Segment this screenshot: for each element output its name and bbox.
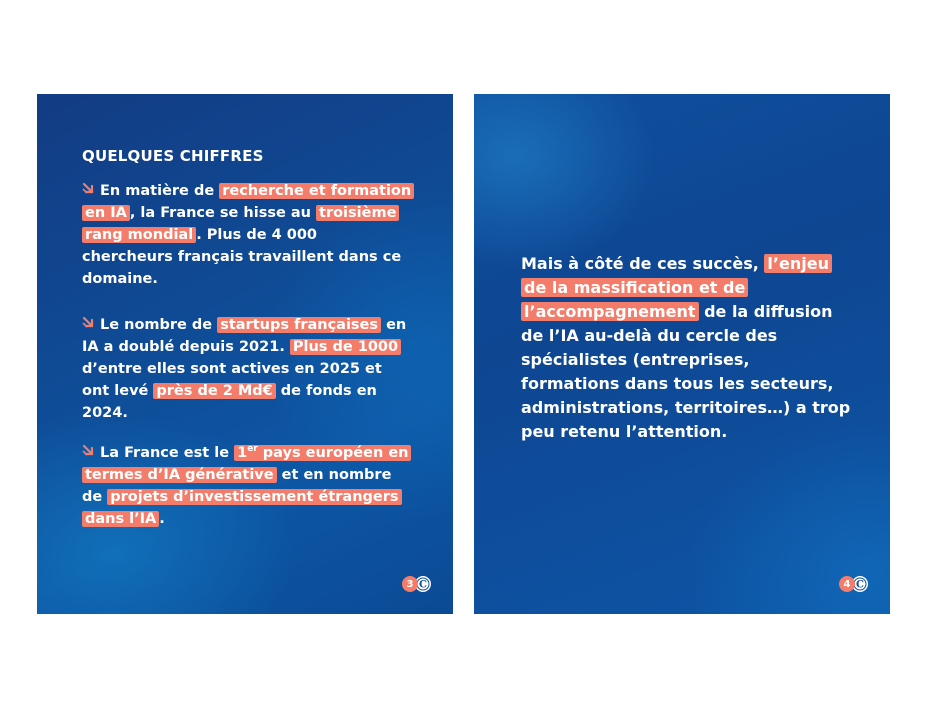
bullet-item: [82, 180, 412, 290]
arrow-down-right-icon: [82, 182, 96, 196]
highlight: recherche et formation en IA: [82, 183, 414, 221]
highlight-text: 1: [237, 445, 248, 461]
bullet-text: En matière de: [100, 183, 220, 199]
bullet-text: et en nombre de: [82, 467, 392, 505]
logo-letter: C: [856, 579, 864, 591]
bullet-item: [82, 442, 412, 530]
bullet-text: Le nombre de: [100, 317, 218, 333]
highlight: l’enjeu de la massification et de l’accompagnement: [521, 254, 832, 321]
slide-statement: [521, 252, 851, 444]
bullet-text: , la France se hisse au: [129, 205, 317, 221]
highlight: projets d’investissement étrangers dans l’IA: [82, 489, 402, 527]
bullet-text: d’entre elles sont actives en 2025 et ont levé: [82, 361, 382, 399]
statement-text: Mais à côté de ces succès,: [521, 254, 765, 273]
bullet-item: [82, 314, 412, 424]
highlight: troisième rang mondial: [82, 205, 399, 243]
bullet-text: La France est le: [100, 445, 235, 461]
slide-3: [37, 94, 453, 614]
page-number: 3: [402, 576, 418, 592]
highlight: startups françaises: [217, 317, 381, 333]
bullet-text: de fonds en 2024.: [82, 383, 377, 421]
page-marker: [839, 576, 868, 592]
bullet-text: en IA a doublé depuis 2021.: [82, 317, 407, 355]
statement-text: de la diffusion de l’IA au-delà du cercle des spécialistes (entreprises, formations dans tous les secteurs, administrations, territoires…) a trop peu retenu l’attention.: [521, 302, 851, 441]
page-number: 4: [839, 576, 855, 592]
slide-4: [474, 94, 890, 614]
ordinal-suffix: er: [247, 444, 258, 454]
page-marker: [402, 576, 431, 592]
slide-heading: QUELQUES CHIFFRES: [82, 147, 264, 165]
highlight-text: pays européen en termes d’IA générative: [85, 445, 409, 483]
highlight: Plus de 1000: [290, 339, 401, 355]
arrow-down-right-icon: [82, 444, 96, 458]
arrow-down-right-icon: [82, 316, 96, 330]
logo-letter: C: [419, 579, 427, 591]
bullet-text: .: [159, 511, 165, 527]
bullet-text: . Plus de 4 000 chercheurs français travaillent dans ce domaine.: [82, 227, 402, 287]
highlight: près de 2 Md€: [153, 383, 275, 399]
